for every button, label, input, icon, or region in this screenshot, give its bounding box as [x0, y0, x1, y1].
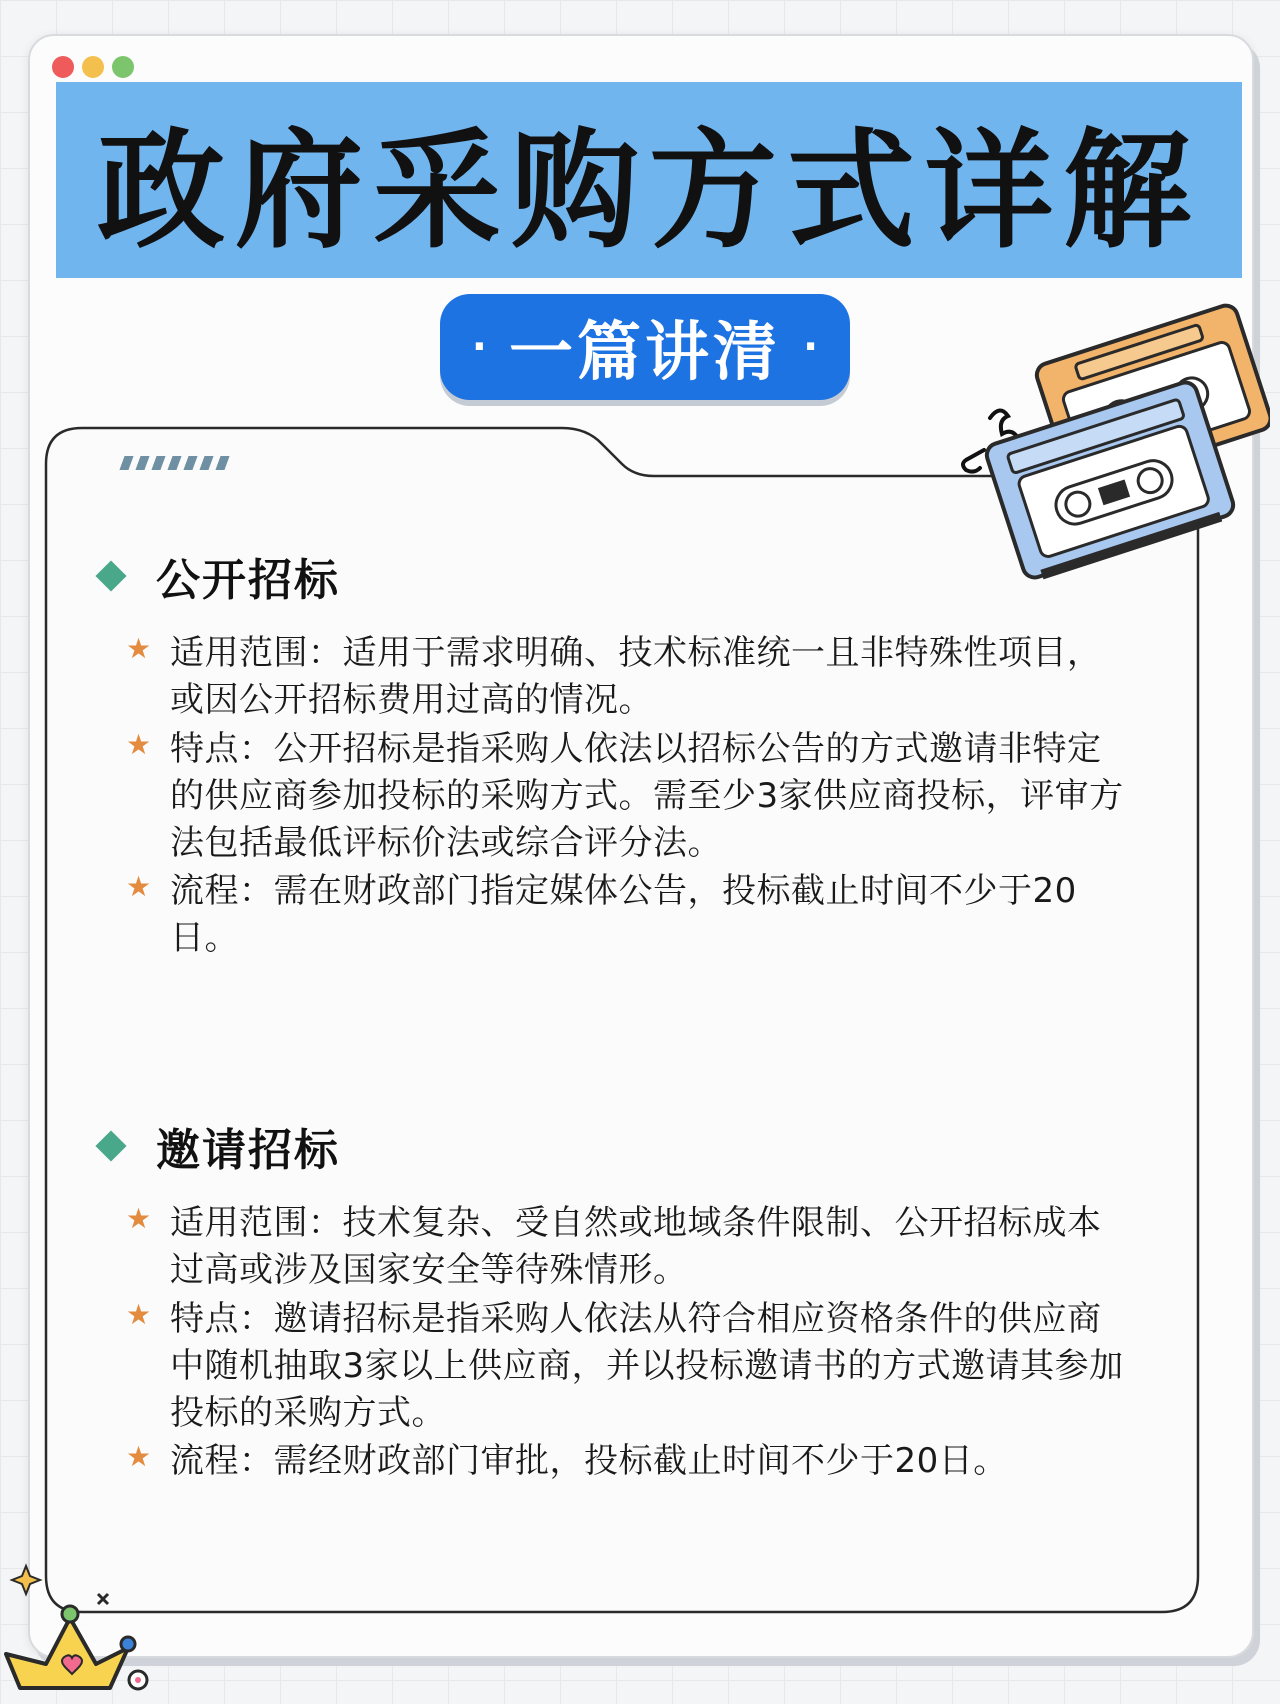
star-icon: ★ — [126, 728, 152, 761]
title-banner — [56, 82, 1242, 278]
star-icon: ★ — [126, 1440, 152, 1473]
item-text: 流程：需经财政部门审批，投标截止时间不少于20日。 — [170, 1441, 1008, 1481]
diamond-icon — [95, 1130, 126, 1161]
content-card — [42, 426, 1202, 1614]
star-icon: ★ — [126, 870, 152, 903]
window-frame — [28, 34, 1254, 1658]
decorative-stripes — [122, 456, 227, 470]
section-heading — [100, 1114, 340, 1178]
close-dot[interactable] — [52, 56, 74, 78]
subtitle-text: 一篇讲清 — [509, 316, 781, 390]
subtitle-bullet-left: · — [471, 324, 487, 370]
item-text: 特点：邀请招标是指采购人依法从符合相应资格条件的供应商中随机抽取3家以上供应商，并以投标邀请书的方式邀请其参加投标的采购方式。 — [170, 1299, 1124, 1433]
crown-illustration — [0, 1556, 160, 1700]
star-icon: ★ — [126, 1298, 152, 1331]
cassette-tapes-illustration — [940, 300, 1270, 590]
item-text: 适用范围：适用于需求明确、技术标准统一且非特殊性项目，或因公开招标费用过高的情况。 — [170, 633, 1102, 720]
star-icon: ★ — [126, 632, 152, 665]
subtitle-bullet-right: · — [803, 324, 819, 370]
page-title: 政府采购方式详解 — [96, 117, 1201, 266]
item-text: 适用范围：技术复杂、受自然或地域条件限制、公开招标成本过高或涉及国家安全等待殊情形。 — [170, 1203, 1102, 1290]
minimize-dot[interactable] — [82, 56, 104, 78]
item-text: 流程：需在财政部门指定媒体公告，投标截止时间不少于20日。 — [170, 871, 1077, 958]
window-controls — [52, 56, 134, 78]
section-title: 公开招标 — [156, 555, 340, 606]
section-heading — [100, 544, 340, 608]
maximize-dot[interactable] — [112, 56, 134, 78]
diamond-icon — [95, 560, 126, 591]
section-title: 邀请招标 — [156, 1125, 340, 1176]
subtitle-pill — [440, 294, 850, 400]
item-text: 特点：公开招标是指采购人依法以招标公告的方式邀请非特定的供应商参加投标的采购方式。需至少3家供应商投标，评审方法包括最低评标价法或综合评分法。 — [170, 729, 1124, 863]
star-icon: ★ — [126, 1202, 152, 1235]
